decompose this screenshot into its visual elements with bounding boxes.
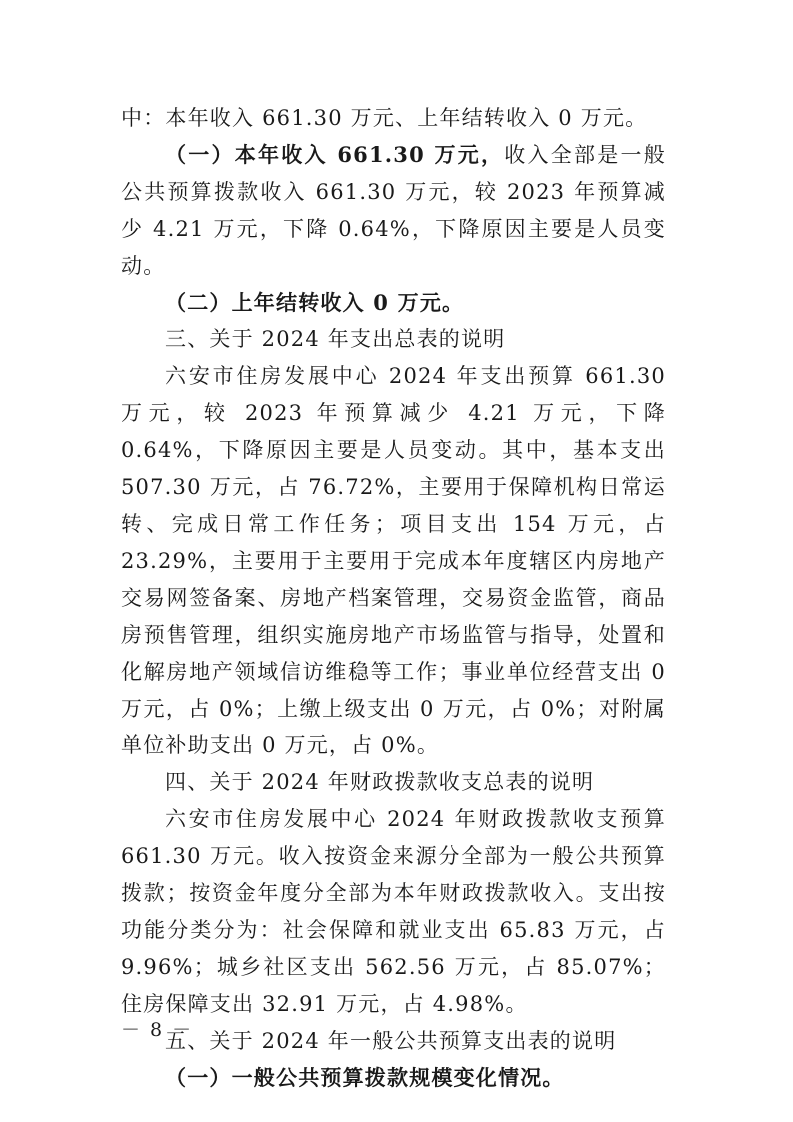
paragraph-text: 六安市住房发展中心 2024 年财政拨款收支预算 661.30 万元。收入按资金来源分全部为一般公共预算拨款；按资金年度分全部为本年财政拨款收入。支出按功能分类分为：社会保障和就业支出 65.83 万元，占 9.96%；城乡社区支出 562.56 万元，占 85.07%；住房保障支出 32.91 万元，占 4.98%。 [121, 807, 666, 1016]
paragraph-budget-scale-change [121, 1060, 666, 1097]
section-heading-fiscal-allocation [121, 764, 666, 801]
paragraph-text: 中：本年收入 661.30 万元、上年结转收入 0 万元。 [121, 106, 648, 130]
paragraph-carryover-income [121, 285, 666, 322]
paragraph-current-year-income [121, 137, 666, 285]
section-heading-expenditure-summary [121, 321, 666, 358]
paragraph-income-summary [121, 100, 666, 137]
paragraph-fiscal-allocation-detail [121, 801, 666, 1022]
section-heading-text: 三、关于 2024 年支出总表的说明 [165, 327, 506, 352]
document-body [121, 100, 666, 1096]
section-heading-text: 四、关于 2024 年财政拨款收支总表的说明 [165, 770, 595, 795]
paragraph-text: 六安市住房发展中心 2024 年支出预算 661.30 万元，较 2023 年预算减少 4.21 万元，下降 0.64%，下降原因主要是人员变动。其中，基本支出 507.30 万元，占 76.72%，主要用于保障机构日常运转、完成日常工作任务；项目支出 154 万元，占 23.29%，主要用于主要用于完成本年度辖区内房地产交易网签备案、房地产档案管理，交易资金监管，商品房预售管理，组织实施房地产市场监管与指导，处置和化解房地产领域信访维稳等工作；事业单位经营支出 0 万元，占 0%；上缴上级支出 0 万元，占 0%；对附属单位补助支出 0 万元，占 0%。 [121, 364, 666, 758]
paragraph-expenditure-detail [121, 358, 666, 764]
section-heading-text: 五、关于 2024 年一般公共预算支出表的说明 [165, 1028, 617, 1053]
paragraph-text: 收入全部是一般公共预算拨款收入 661.30 万元，较 2023 年预算减少 4.21 万元，下降 0.64%，下降原因主要是人员变动。 [121, 142, 666, 278]
page-number: － 8 － [121, 1019, 194, 1041]
paragraph-bold-lead: （一）本年收入 661.30 万元， [165, 141, 505, 167]
paragraph-bold-lead: （一）一般公共预算拨款规模变化情况。 [165, 1064, 565, 1090]
section-heading-general-budget [121, 1023, 666, 1060]
paragraph-bold-lead: （二）上年结转收入 0 万元。 [165, 289, 465, 315]
